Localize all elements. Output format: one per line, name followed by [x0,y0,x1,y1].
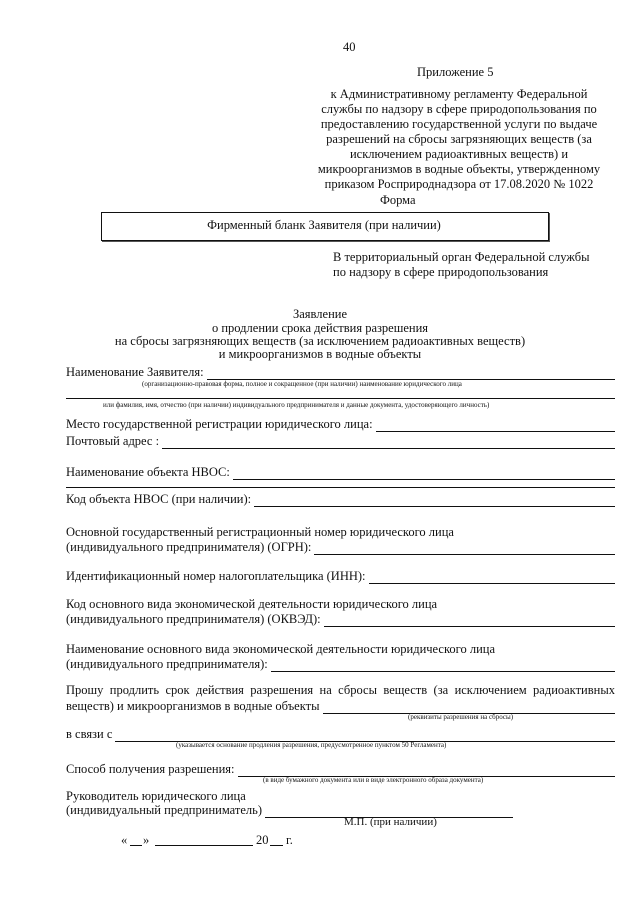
date-month-input[interactable] [155,845,253,846]
head-label: Руководитель юридического лица [66,789,246,803]
applicant-name-row [66,365,615,380]
date-quote-close: » [143,833,150,847]
form-label: Форма [380,193,416,207]
date-year-input[interactable] [270,845,283,846]
applicant-hint: или фамилия, имя, отчество (при наличии) индивидуального предпринимателя и данные документа, удостоверяющего личность) [103,401,490,409]
appendix-line: приказом Росприроднадзора от 17.08.2020 № 1022 [324,177,594,191]
postal-address-input[interactable] [162,437,615,449]
date-year-prefix: 20 [256,833,269,847]
postal-address-row [66,434,615,449]
request-label: веществ) и микроорганизмов в водные объекты [66,699,320,713]
postal-address-label: Почтовый адрес : [66,434,160,448]
inn-row [66,569,615,584]
page-number: 40 [343,40,356,54]
activity-row [66,657,615,672]
nvos-name-row [66,465,615,480]
document-subtitle: о продлении срока действия разрешения [211,321,429,335]
request-row [66,699,615,714]
nvos-code-label: Код объекта НВОС (при наличии): [66,492,252,506]
request-text: Прошу продлить срок действия разрешения на сбросы веществ (за исключением радиоактивных [66,683,615,697]
appendix-line: микроорганизмов в водные объекты, утвержденному [317,162,601,176]
okved-input[interactable] [324,615,615,627]
ogrn-label: Основной государственный регистрационный номер юридического лица [66,525,454,539]
head-label-2: (индивидуальный предприниматель) [66,803,262,817]
addressee-line: В территориальный орган Федеральной службы [333,250,590,264]
ogrn-label-2: (индивидуального предпринимателя) (ОГРН): [66,540,312,554]
due-to-label: в связи с [66,727,113,741]
nvos-code-input[interactable] [254,495,615,507]
receipt-method-row [66,762,615,777]
appendix-line: разрешений на сбросы загрязняющих веществ (за [326,132,592,146]
appendix-line: исключением радиоактивных веществ) и [349,147,569,161]
activity-input[interactable] [271,660,615,672]
receipt-method-hint: (в виде бумажного документа или в виде электронного образа документа) [263,776,484,784]
okved-label-2: (индивидуального предпринимателя) (ОКВЭД): [66,612,321,626]
request-hint: (реквизиты разрешения на сбросы) [408,713,514,721]
appendix-line: к Административному регламенту Федеральной [330,87,588,101]
applicant-name-input-2[interactable] [66,398,615,399]
due-to-hint: (указывается основание продления разрешения, предусмотренное пунктом 50 Регламента) [176,741,447,749]
nvos-name-input[interactable] [233,468,615,480]
nvos-name-input-2[interactable] [66,487,615,488]
applicant-name-label: Наименование Заявителя: [66,365,204,379]
document-subtitle: на сбросы загрязняющих веществ (за исключением радиоактивных веществ) [114,334,526,348]
receipt-method-label: Способ получения разрешения: [66,762,235,776]
inn-input[interactable] [369,572,615,584]
due-to-row [66,727,615,742]
date-year-suffix: г. [286,833,293,847]
date-quote-open: « [121,833,128,847]
nvos-code-row [66,492,615,507]
nvos-name-label: Наименование объекта НВОС: [66,465,230,479]
registration-place-row [66,417,615,432]
inn-label: Идентификационный номер налогоплательщика (ИНН): [66,569,366,583]
applicant-name-input[interactable] [207,368,615,380]
okved-label: Код основного вида экономической деятельности юридического лица [66,597,438,611]
registration-place-input[interactable] [376,420,615,432]
addressee-line: по надзору в сфере природопользования [333,265,549,279]
registration-place-label: Место государственной регистрации юридического лица: [66,417,373,431]
ogrn-input[interactable] [314,543,615,555]
ogrn-row [66,540,615,555]
head-row [66,803,513,818]
document-subtitle: и микроорганизмов в водные объекты [218,347,422,361]
appendix-line: предоставлению государственной услуги по выдаче [320,117,598,131]
applicant-hint: (организационно-правовая форма, полное и сокращенное (при наличии) наименование юридического лица [142,380,462,388]
activity-label-2: (индивидуального предпринимателя): [66,657,268,671]
appendix-line: службы по надзору в сфере природопользования по [321,102,597,116]
letterhead-text: Фирменный бланк Заявителя (при наличии) [207,218,441,232]
stamp-label: М.П. (при наличии) [344,816,437,828]
activity-label: Наименование основного вида экономической деятельности юридического лица [66,642,496,656]
okved-row [66,612,615,627]
appendix-title: Приложение 5 [417,65,494,79]
date-day-input[interactable] [130,845,142,846]
document-title: Заявление [292,307,347,321]
